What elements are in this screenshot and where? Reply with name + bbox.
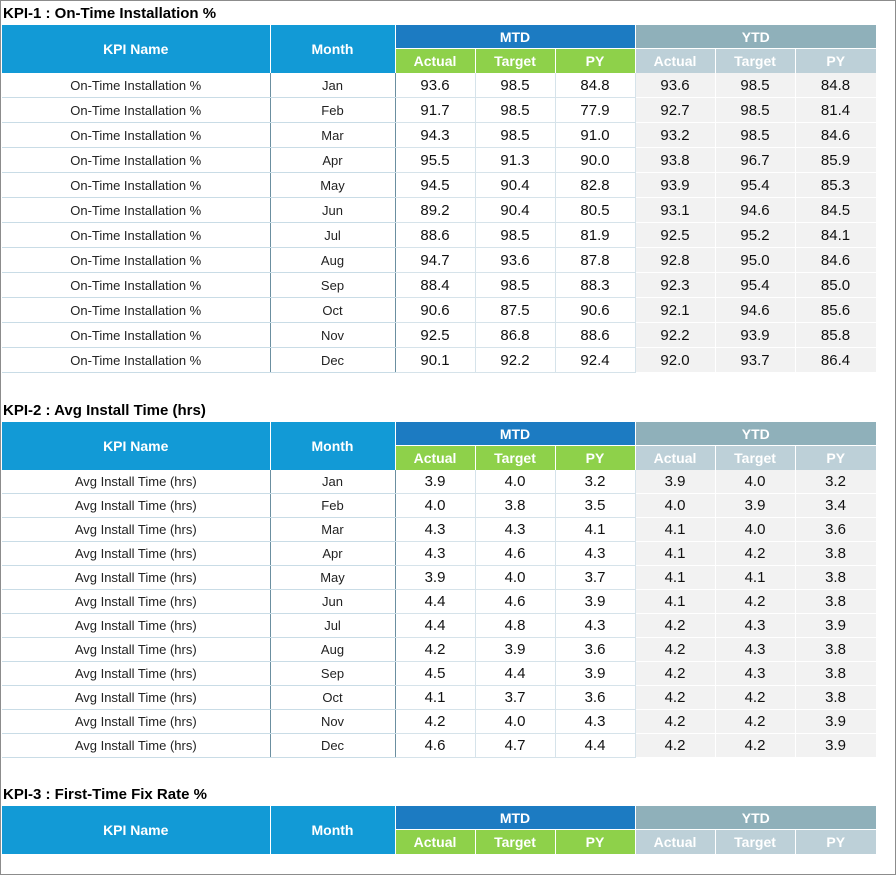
month-cell[interactable]: Apr: [270, 542, 395, 566]
mtd-target-cell[interactable]: 4.4: [475, 662, 555, 686]
mtd-actual-cell[interactable]: 4.1: [395, 686, 475, 710]
kpi-name-cell[interactable]: On-Time Installation %: [2, 198, 270, 223]
mtd-target-cell[interactable]: 90.4: [475, 198, 555, 223]
kpi-name-cell[interactable]: Avg Install Time (hrs): [2, 590, 270, 614]
mtd-actual-cell[interactable]: 3.9: [395, 566, 475, 590]
mtd-target-cell[interactable]: 4.3: [475, 518, 555, 542]
month-cell[interactable]: Aug: [270, 638, 395, 662]
ytd-actual-cell[interactable]: 93.8: [635, 148, 715, 173]
ytd-target-cell[interactable]: 93.7: [715, 348, 795, 373]
mtd-header[interactable]: MTD: [395, 25, 635, 49]
mtd-actual-cell[interactable]: 88.4: [395, 273, 475, 298]
kpi-name-cell[interactable]: Avg Install Time (hrs): [2, 686, 270, 710]
ytd-py-cell[interactable]: 3.8: [795, 542, 876, 566]
mtd-actual-cell[interactable]: 4.6: [395, 734, 475, 758]
table-row: [2, 123, 876, 148]
ytd-target-cell[interactable]: 4.2: [715, 710, 795, 734]
table-row: [2, 348, 876, 373]
mtd-py-cell[interactable]: 3.9: [555, 590, 635, 614]
kpi-name-cell[interactable]: On-Time Installation %: [2, 223, 270, 248]
mtd-actual-cell[interactable]: 88.6: [395, 223, 475, 248]
ytd-py-cell[interactable]: 85.6: [795, 298, 876, 323]
mtd-py-cell[interactable]: 4.3: [555, 710, 635, 734]
table-row: [2, 98, 876, 123]
kpi-name-cell[interactable]: On-Time Installation %: [2, 98, 270, 123]
ytd-py-header[interactable]: PY: [795, 830, 876, 855]
ytd-target-cell[interactable]: 4.0: [715, 470, 795, 494]
mtd-target-cell[interactable]: 93.6: [475, 248, 555, 273]
ytd-target-header[interactable]: Target: [715, 49, 795, 74]
ytd-py-cell[interactable]: 3.8: [795, 662, 876, 686]
mtd-target-cell[interactable]: 4.7: [475, 734, 555, 758]
ytd-py-cell[interactable]: 3.4: [795, 494, 876, 518]
mtd-py-cell[interactable]: 88.3: [555, 273, 635, 298]
mtd-py-header[interactable]: PY: [555, 49, 635, 74]
ytd-target-cell[interactable]: 95.2: [715, 223, 795, 248]
mtd-actual-cell[interactable]: 4.5: [395, 662, 475, 686]
ytd-target-cell[interactable]: 4.3: [715, 614, 795, 638]
month-cell[interactable]: Aug: [270, 248, 395, 273]
ytd-py-cell[interactable]: 85.3: [795, 173, 876, 198]
month-cell[interactable]: Oct: [270, 686, 395, 710]
mtd-py-cell[interactable]: 90.6: [555, 298, 635, 323]
ytd-actual-cell[interactable]: 92.8: [635, 248, 715, 273]
month-cell[interactable]: Jan: [270, 470, 395, 494]
mtd-py-cell[interactable]: 3.2: [555, 470, 635, 494]
mtd-actual-cell[interactable]: 4.4: [395, 614, 475, 638]
table-row: [2, 148, 876, 173]
kpi-3-table: [2, 806, 876, 854]
mtd-actual-cell[interactable]: 4.2: [395, 638, 475, 662]
mtd-actual-cell[interactable]: 92.5: [395, 323, 475, 348]
month-cell[interactable]: Jun: [270, 590, 395, 614]
table-row: [2, 542, 876, 566]
month-cell[interactable]: Feb: [270, 98, 395, 123]
mtd-actual-cell[interactable]: 4.3: [395, 518, 475, 542]
mtd-actual-header[interactable]: Actual: [395, 830, 475, 855]
ytd-actual-cell[interactable]: 92.5: [635, 223, 715, 248]
kpi-name-cell[interactable]: On-Time Installation %: [2, 173, 270, 198]
month-cell[interactable]: Oct: [270, 298, 395, 323]
ytd-target-cell[interactable]: 98.5: [715, 123, 795, 148]
ytd-py-cell[interactable]: 84.6: [795, 248, 876, 273]
mtd-py-cell[interactable]: 82.8: [555, 173, 635, 198]
month-cell[interactable]: Mar: [270, 518, 395, 542]
kpi-name-cell[interactable]: Avg Install Time (hrs): [2, 734, 270, 758]
mtd-target-cell[interactable]: 4.8: [475, 614, 555, 638]
mtd-header[interactable]: MTD: [395, 422, 635, 446]
mtd-py-cell[interactable]: 4.3: [555, 614, 635, 638]
kpi-name-cell[interactable]: Avg Install Time (hrs): [2, 542, 270, 566]
mtd-actual-cell[interactable]: 89.2: [395, 198, 475, 223]
month-cell[interactable]: Jul: [270, 614, 395, 638]
kpi-2-table: [2, 422, 877, 758]
month-cell[interactable]: Dec: [270, 734, 395, 758]
mtd-actual-cell[interactable]: 3.9: [395, 470, 475, 494]
mtd-target-cell[interactable]: 90.4: [475, 173, 555, 198]
table-row: [2, 273, 876, 298]
ytd-actual-cell[interactable]: 4.0: [635, 494, 715, 518]
ytd-target-cell[interactable]: 95.0: [715, 248, 795, 273]
ytd-py-cell[interactable]: 85.0: [795, 273, 876, 298]
month-header[interactable]: Month: [270, 806, 395, 854]
month-cell[interactable]: Mar: [270, 123, 395, 148]
ytd-py-cell[interactable]: 3.9: [795, 710, 876, 734]
ytd-py-cell[interactable]: 3.8: [795, 638, 876, 662]
mtd-py-header[interactable]: PY: [555, 830, 635, 855]
mtd-actual-cell[interactable]: 95.5: [395, 148, 475, 173]
month-cell[interactable]: Jul: [270, 223, 395, 248]
kpi-name-cell[interactable]: Avg Install Time (hrs): [2, 638, 270, 662]
mtd-actual-cell[interactable]: 4.2: [395, 710, 475, 734]
mtd-target-cell[interactable]: 4.0: [475, 470, 555, 494]
month-cell[interactable]: Feb: [270, 494, 395, 518]
ytd-target-cell[interactable]: 4.3: [715, 662, 795, 686]
ytd-target-cell[interactable]: 95.4: [715, 273, 795, 298]
kpi-3-title: KPI-3 : First-Time Fix Rate %: [3, 786, 207, 803]
mtd-target-cell[interactable]: 87.5: [475, 298, 555, 323]
mtd-actual-cell[interactable]: 4.0: [395, 494, 475, 518]
table-row: [2, 518, 876, 542]
mtd-actual-cell[interactable]: 90.6: [395, 298, 475, 323]
table-row: [2, 638, 876, 662]
ytd-target-cell[interactable]: 4.2: [715, 686, 795, 710]
ytd-actual-cell[interactable]: 4.1: [635, 518, 715, 542]
ytd-actual-cell[interactable]: 93.6: [635, 73, 715, 98]
mtd-target-cell[interactable]: 3.7: [475, 686, 555, 710]
month-cell[interactable]: May: [270, 566, 395, 590]
table-row: [2, 73, 876, 98]
ytd-py-header[interactable]: PY: [795, 446, 876, 471]
mtd-py-cell[interactable]: 3.9: [555, 662, 635, 686]
mtd-target-cell[interactable]: 98.5: [475, 123, 555, 148]
kpi-name-cell[interactable]: On-Time Installation %: [2, 73, 270, 98]
ytd-actual-cell[interactable]: 92.7: [635, 98, 715, 123]
ytd-target-cell[interactable]: 94.6: [715, 298, 795, 323]
mtd-target-header[interactable]: Target: [475, 49, 555, 74]
ytd-actual-cell[interactable]: 4.2: [635, 710, 715, 734]
mtd-py-cell[interactable]: 80.5: [555, 198, 635, 223]
kpi-name-header[interactable]: KPI Name: [2, 25, 270, 73]
mtd-py-cell[interactable]: 87.8: [555, 248, 635, 273]
mtd-py-cell[interactable]: 84.8: [555, 73, 635, 98]
kpi-name-cell[interactable]: Avg Install Time (hrs): [2, 518, 270, 542]
ytd-actual-cell[interactable]: 4.2: [635, 686, 715, 710]
ytd-target-cell[interactable]: 4.0: [715, 518, 795, 542]
mtd-py-cell[interactable]: 4.1: [555, 518, 635, 542]
ytd-target-header[interactable]: Target: [715, 446, 795, 471]
kpi-1-body: [2, 73, 876, 373]
month-cell[interactable]: Nov: [270, 710, 395, 734]
ytd-actual-cell[interactable]: 4.1: [635, 542, 715, 566]
mtd-actual-cell[interactable]: 94.5: [395, 173, 475, 198]
mtd-py-cell[interactable]: 4.3: [555, 542, 635, 566]
ytd-header[interactable]: YTD: [635, 25, 876, 49]
ytd-actual-cell[interactable]: 92.0: [635, 348, 715, 373]
kpi-name-cell[interactable]: On-Time Installation %: [2, 273, 270, 298]
mtd-target-cell[interactable]: 4.0: [475, 566, 555, 590]
ytd-target-cell[interactable]: 98.5: [715, 98, 795, 123]
table-row: [2, 566, 876, 590]
ytd-target-cell[interactable]: 4.2: [715, 542, 795, 566]
ytd-py-header[interactable]: PY: [795, 49, 876, 74]
ytd-py-cell[interactable]: 3.8: [795, 566, 876, 590]
ytd-actual-cell[interactable]: 4.1: [635, 566, 715, 590]
month-header[interactable]: Month: [270, 422, 395, 470]
kpi-name-cell[interactable]: On-Time Installation %: [2, 248, 270, 273]
kpi-name-cell[interactable]: Avg Install Time (hrs): [2, 662, 270, 686]
ytd-py-cell[interactable]: 3.9: [795, 734, 876, 758]
table-row: [2, 198, 876, 223]
ytd-py-cell[interactable]: 84.8: [795, 73, 876, 98]
mtd-actual-cell[interactable]: 91.7: [395, 98, 475, 123]
ytd-target-cell[interactable]: 4.1: [715, 566, 795, 590]
kpi-name-cell[interactable]: On-Time Installation %: [2, 123, 270, 148]
mtd-target-cell[interactable]: 98.5: [475, 223, 555, 248]
table-row: [2, 686, 876, 710]
kpi-name-cell[interactable]: Avg Install Time (hrs): [2, 470, 270, 494]
ytd-py-cell[interactable]: 84.6: [795, 123, 876, 148]
table-row: [2, 662, 876, 686]
ytd-actual-cell[interactable]: 92.3: [635, 273, 715, 298]
kpi-name-cell[interactable]: On-Time Installation %: [2, 298, 270, 323]
table-row: [2, 298, 876, 323]
ytd-actual-cell[interactable]: 4.1: [635, 590, 715, 614]
ytd-py-cell[interactable]: 86.4: [795, 348, 876, 373]
month-cell[interactable]: Nov: [270, 323, 395, 348]
mtd-actual-cell[interactable]: 93.6: [395, 73, 475, 98]
ytd-actual-cell[interactable]: 93.1: [635, 198, 715, 223]
ytd-py-cell[interactable]: 84.1: [795, 223, 876, 248]
ytd-target-cell[interactable]: 4.3: [715, 638, 795, 662]
ytd-header[interactable]: YTD: [635, 806, 876, 830]
mtd-target-cell[interactable]: 4.6: [475, 542, 555, 566]
kpi-name-cell[interactable]: On-Time Installation %: [2, 148, 270, 173]
mtd-py-cell[interactable]: 77.9: [555, 98, 635, 123]
mtd-py-cell[interactable]: 92.4: [555, 348, 635, 373]
mtd-py-cell[interactable]: 4.4: [555, 734, 635, 758]
month-cell[interactable]: Jun: [270, 198, 395, 223]
table-row: [2, 710, 876, 734]
mtd-py-cell[interactable]: 88.6: [555, 323, 635, 348]
ytd-actual-header[interactable]: Actual: [635, 446, 715, 471]
ytd-target-cell[interactable]: 96.7: [715, 148, 795, 173]
month-cell[interactable]: Sep: [270, 662, 395, 686]
mtd-py-cell[interactable]: 3.6: [555, 686, 635, 710]
ytd-target-cell[interactable]: 3.9: [715, 494, 795, 518]
ytd-py-cell[interactable]: 3.9: [795, 614, 876, 638]
ytd-target-cell[interactable]: 4.2: [715, 590, 795, 614]
mtd-actual-header[interactable]: Actual: [395, 446, 475, 471]
mtd-py-cell[interactable]: 3.5: [555, 494, 635, 518]
ytd-py-cell[interactable]: 3.8: [795, 590, 876, 614]
mtd-target-header[interactable]: Target: [475, 446, 555, 471]
mtd-target-cell[interactable]: 3.8: [475, 494, 555, 518]
mtd-py-header[interactable]: PY: [555, 446, 635, 471]
mtd-target-cell[interactable]: 98.5: [475, 73, 555, 98]
ytd-py-cell[interactable]: 85.9: [795, 148, 876, 173]
mtd-target-cell[interactable]: 98.5: [475, 98, 555, 123]
table-row: [2, 470, 876, 494]
ytd-actual-cell[interactable]: 93.2: [635, 123, 715, 148]
ytd-actual-cell[interactable]: 4.2: [635, 614, 715, 638]
ytd-py-cell[interactable]: 81.4: [795, 98, 876, 123]
ytd-py-cell[interactable]: 85.8: [795, 323, 876, 348]
mtd-actual-cell[interactable]: 90.1: [395, 348, 475, 373]
ytd-actual-cell[interactable]: 4.2: [635, 662, 715, 686]
mtd-py-cell[interactable]: 3.7: [555, 566, 635, 590]
kpi-name-cell[interactable]: On-Time Installation %: [2, 323, 270, 348]
mtd-target-cell[interactable]: 98.5: [475, 273, 555, 298]
ytd-py-cell[interactable]: 3.6: [795, 518, 876, 542]
ytd-actual-cell[interactable]: 93.9: [635, 173, 715, 198]
mtd-target-header[interactable]: Target: [475, 830, 555, 855]
table-row: [2, 614, 876, 638]
mtd-actual-cell[interactable]: 94.3: [395, 123, 475, 148]
kpi-name-cell[interactable]: Avg Install Time (hrs): [2, 614, 270, 638]
kpi-name-cell[interactable]: Avg Install Time (hrs): [2, 710, 270, 734]
table-row: [2, 734, 876, 758]
ytd-actual-header[interactable]: Actual: [635, 830, 715, 855]
mtd-actual-cell[interactable]: 4.4: [395, 590, 475, 614]
ytd-actual-cell[interactable]: 4.2: [635, 734, 715, 758]
ytd-target-cell[interactable]: 95.4: [715, 173, 795, 198]
mtd-actual-cell[interactable]: 94.7: [395, 248, 475, 273]
table-row: [2, 248, 876, 273]
mtd-py-cell[interactable]: 3.6: [555, 638, 635, 662]
mtd-actual-cell[interactable]: 4.3: [395, 542, 475, 566]
mtd-py-cell[interactable]: 81.9: [555, 223, 635, 248]
ytd-header[interactable]: YTD: [635, 422, 876, 446]
ytd-actual-cell[interactable]: 92.1: [635, 298, 715, 323]
ytd-target-header[interactable]: Target: [715, 830, 795, 855]
table-row: [2, 223, 876, 248]
month-header[interactable]: Month: [270, 25, 395, 73]
mtd-header[interactable]: MTD: [395, 806, 635, 830]
ytd-py-cell[interactable]: 3.2: [795, 470, 876, 494]
table-row: [2, 590, 876, 614]
mtd-actual-header[interactable]: Actual: [395, 49, 475, 74]
kpi-1-table: [2, 25, 877, 373]
ytd-target-cell[interactable]: 4.2: [715, 734, 795, 758]
ytd-actual-cell[interactable]: 92.2: [635, 323, 715, 348]
month-cell[interactable]: Sep: [270, 273, 395, 298]
ytd-target-cell[interactable]: 94.6: [715, 198, 795, 223]
kpi-name-cell[interactable]: On-Time Installation %: [2, 348, 270, 373]
mtd-py-cell[interactable]: 90.0: [555, 148, 635, 173]
ytd-py-cell[interactable]: 3.8: [795, 686, 876, 710]
kpi-name-cell[interactable]: Avg Install Time (hrs): [2, 566, 270, 590]
table-row: [2, 173, 876, 198]
kpi-name-header[interactable]: KPI Name: [2, 422, 270, 470]
month-cell[interactable]: Dec: [270, 348, 395, 373]
ytd-actual-cell[interactable]: 4.2: [635, 638, 715, 662]
month-cell[interactable]: Jan: [270, 73, 395, 98]
mtd-target-cell[interactable]: 4.0: [475, 710, 555, 734]
mtd-target-cell[interactable]: 3.9: [475, 638, 555, 662]
mtd-target-cell[interactable]: 92.2: [475, 348, 555, 373]
mtd-target-cell[interactable]: 4.6: [475, 590, 555, 614]
month-cell[interactable]: May: [270, 173, 395, 198]
mtd-target-cell[interactable]: 86.8: [475, 323, 555, 348]
ytd-target-cell[interactable]: 93.9: [715, 323, 795, 348]
kpi-name-cell[interactable]: Avg Install Time (hrs): [2, 494, 270, 518]
table-row: [2, 323, 876, 348]
ytd-actual-cell[interactable]: 3.9: [635, 470, 715, 494]
month-cell[interactable]: Apr: [270, 148, 395, 173]
ytd-py-cell[interactable]: 84.5: [795, 198, 876, 223]
mtd-target-cell[interactable]: 91.3: [475, 148, 555, 173]
kpi-1-title: KPI-1 : On-Time Installation %: [3, 5, 217, 22]
ytd-actual-header[interactable]: Actual: [635, 49, 715, 74]
kpi-name-header[interactable]: KPI Name: [2, 806, 270, 854]
table-row: [2, 494, 876, 518]
kpi-2-title: KPI-2 : Avg Install Time (hrs): [3, 402, 206, 419]
kpi-2-body: [2, 470, 876, 758]
ytd-target-cell[interactable]: 98.5: [715, 73, 795, 98]
mtd-py-cell[interactable]: 91.0: [555, 123, 635, 148]
